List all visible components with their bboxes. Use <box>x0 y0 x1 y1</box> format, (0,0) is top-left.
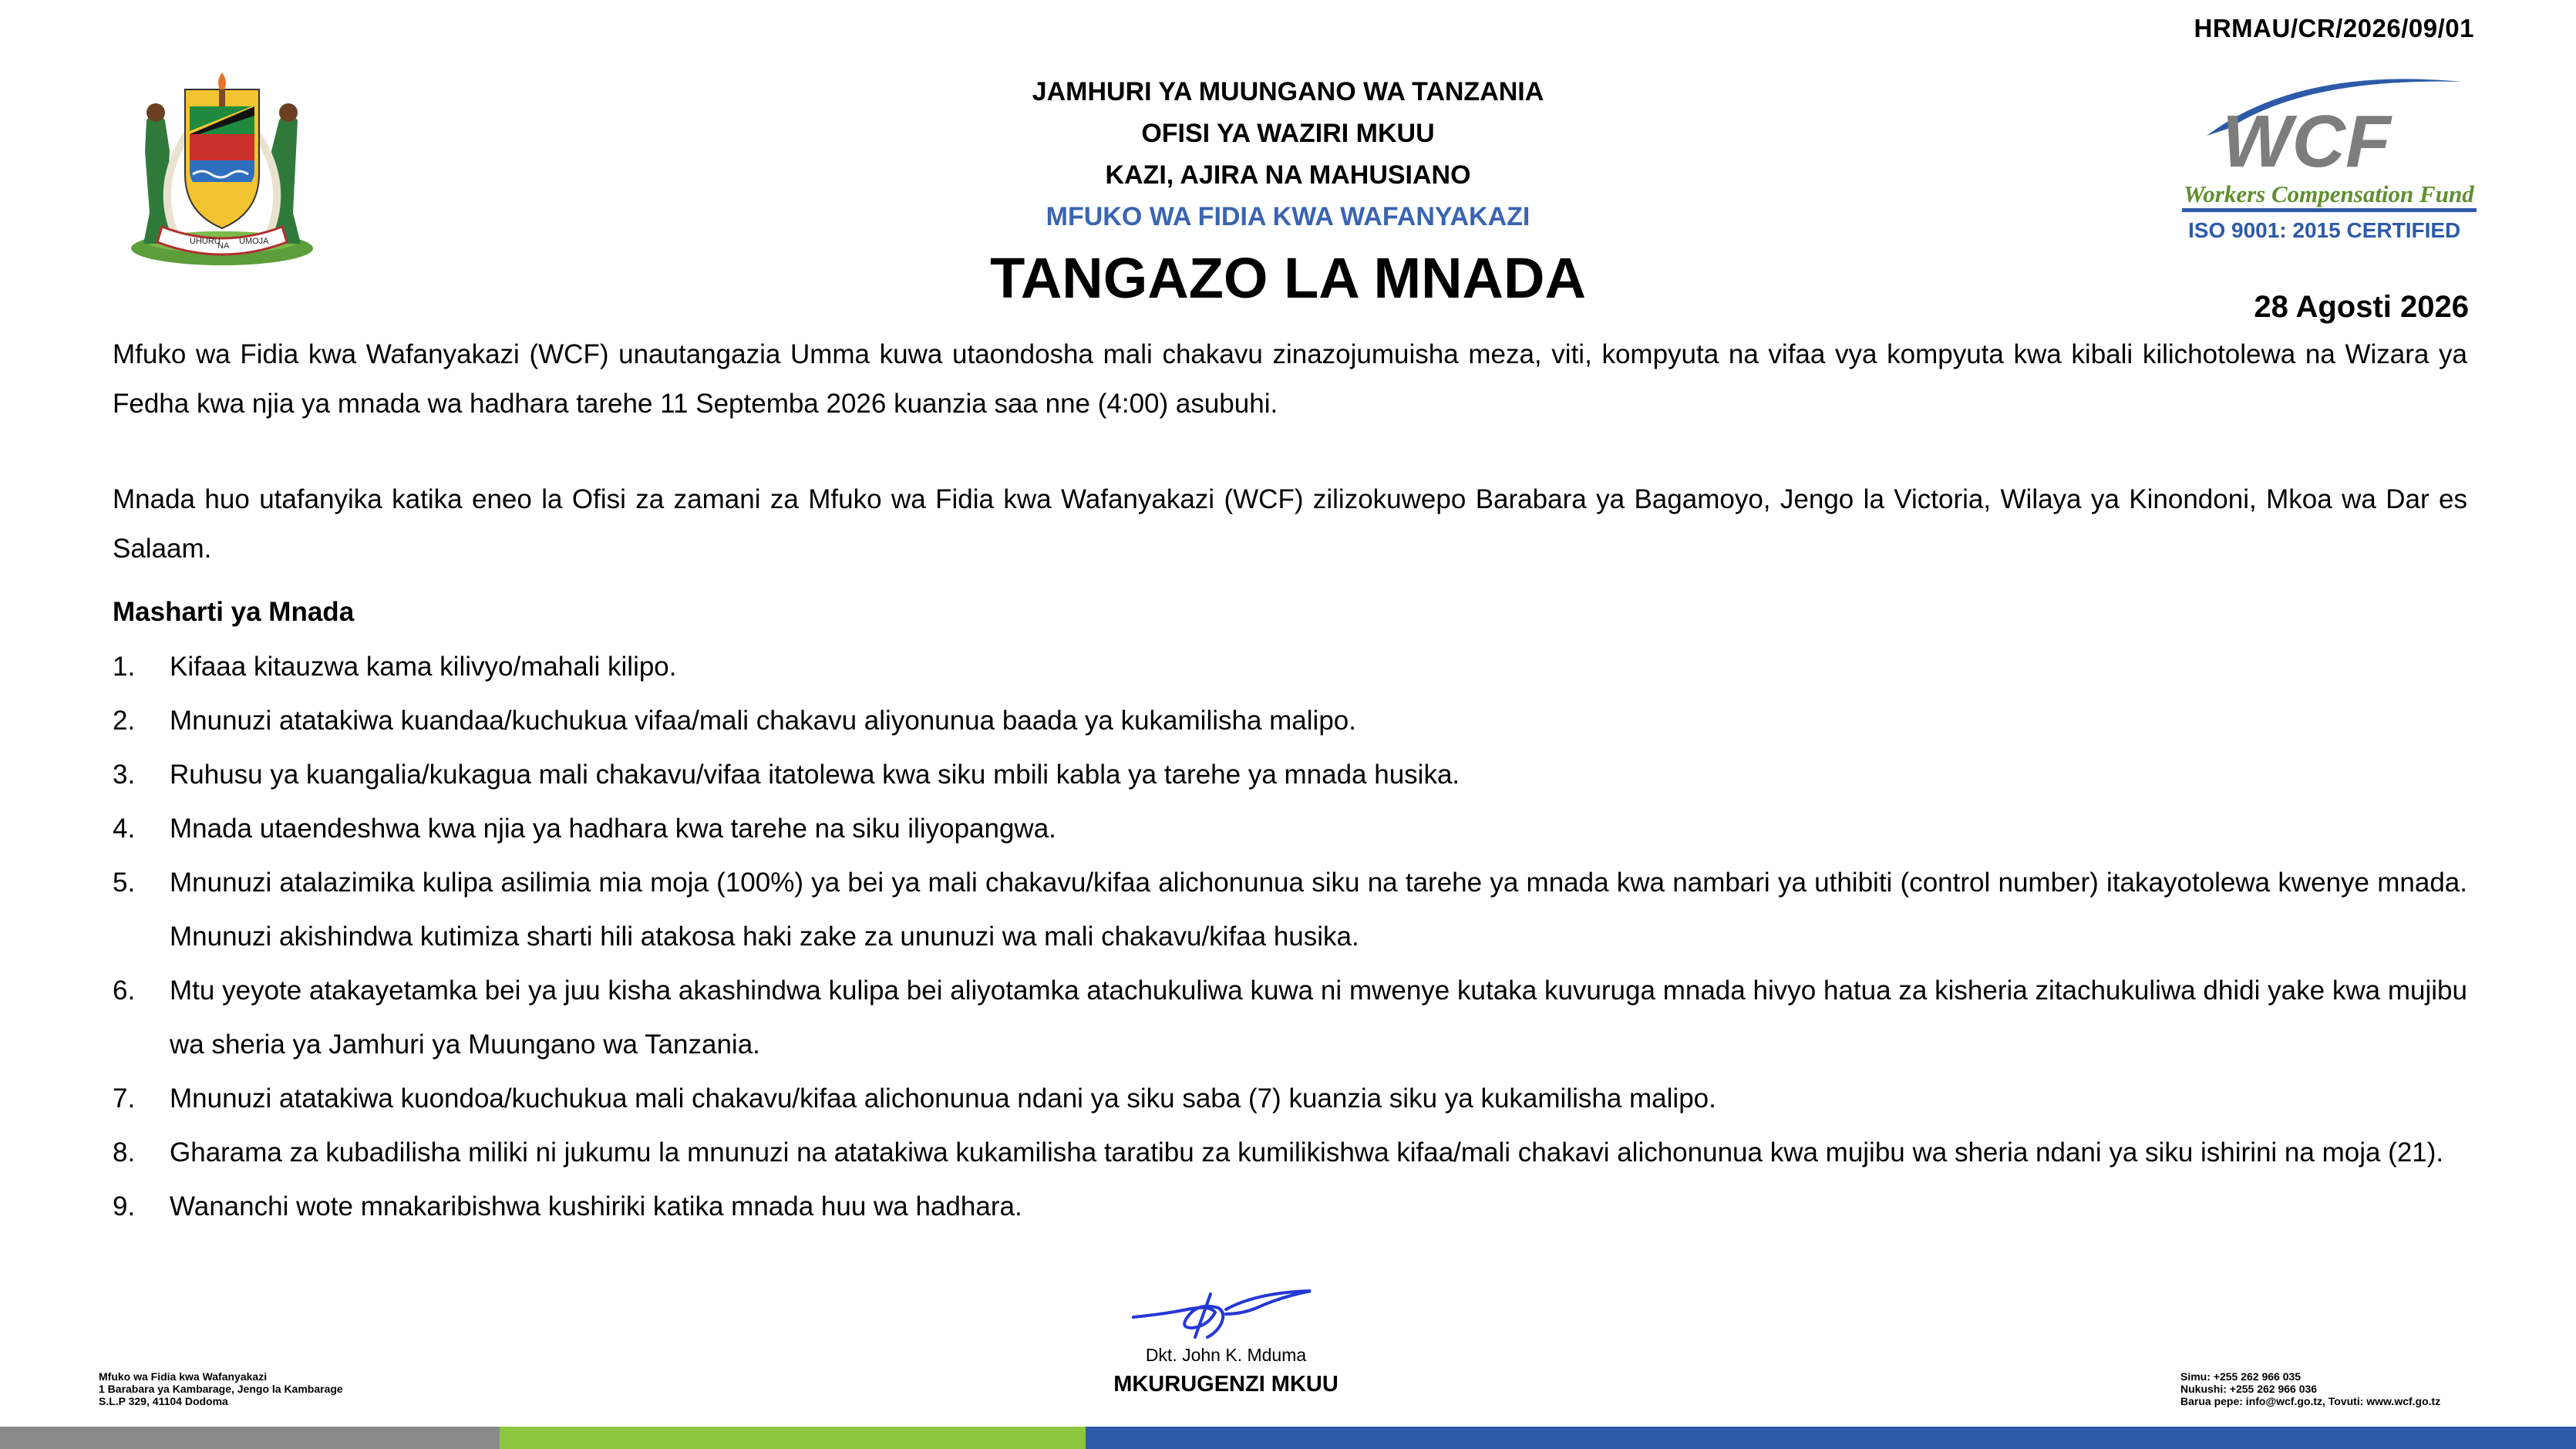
header-line-4: MFUKO WA FIDIA KWA WAFANYAKAZI <box>1046 202 1530 231</box>
wcf-logo <box>2176 66 2484 247</box>
logo-tagline: Workers Compensation Fund <box>2184 180 2474 207</box>
footer-address <box>99 1370 343 1407</box>
footer-contacts <box>2180 1370 2440 1407</box>
paragraph-announcement: Mfuko wa Fidia kwa Wafanyakazi (WCF) unautangazia Umma kuwa utaondosha mali chakavu zinazojumuisha meza, viti, kompyuta na vifaa vya kompyuta kwa kibali kilichotolewa na Wizara ya Fedha kwa njia ya mnada wa hadhara tarehe 11 Septemba 2026 kuanzia saa nne (4:00) asubuhi. <box>113 339 2467 419</box>
paragraph-location: Mnada huo utafanyika katika eneo la Ofisi za zamani za Mfuko wa Fidia kwa Wafanyakazi (WCF) zilizokuwepo Barabara ya Bagamoyo, Jengo la Victoria, Wilaya ya Kinondoni, Mkoa wa Dar es Salaam. <box>113 484 2467 564</box>
footer-bar-blue <box>1086 1427 2576 1449</box>
footer-contact-line: Nukushi: +255 262 966 036 <box>2180 1383 2318 1395</box>
list-item: 6. Mtu yeyote atakayetamka bei ya juu kisha akashindwa kulipa bei aliyotamka atachukuliwa kuwa ni mwenye kutaka kuvuruga mnada hivyo hatua za kisheria zitachukuliwa dhidi yake kwa mujibu wa sheria ya Jamhuri ya Muungano wa Tanzania. <box>113 976 2467 1060</box>
footer-address-line: 1 Barabara ya Kambarage, Jengo la Kambarage <box>99 1383 343 1395</box>
list-item: 4. Mnada utaendeshwa kwa njia ya hadhara kwa tarehe na siku iliyopangwa. <box>113 814 1056 844</box>
motto-mid: NA <box>217 241 230 251</box>
footer-bar-grey <box>0 1427 500 1449</box>
reference-number: HRMAU/CR/2026/09/01 <box>2194 14 2474 42</box>
signature-block <box>1056 1286 1396 1397</box>
motto-right: UMOJA <box>239 237 269 246</box>
logo-wordmark: WCF <box>2222 100 2391 183</box>
document-body <box>113 330 2467 1234</box>
signatory-title: MKURUGENZI MKUU <box>1113 1372 1339 1397</box>
footer-contact-line: Barua pepe: info@wcf.go.tz, Tovuti: www.wcf.go.tz <box>2180 1395 2441 1407</box>
footer-bar-green <box>500 1427 1086 1449</box>
list-item: 1. Kifaaa kitauzwa kama kilivyo/mahali kilipo. <box>113 652 677 682</box>
footer-address-line: S.L.P 329, 41104 Dodoma <box>99 1395 228 1407</box>
list-item: 5. Mnunuzi atalazimika kulipa asilimia mia moja (100%) ya bei ya mali chakavu/kifaa alichonunua siku na tarehe ya mnada kwa nambari ya uthibiti (control number) itakayotolewa kwenye mnada. Mnunuzi akishindwa kutimiza sharti hili atakosa haki zake za ununuzi wa mali chakavu/kifaa husika. <box>113 868 2467 952</box>
list-item: 2. Mnunuzi atatakiwa kuandaa/kuchukua vifaa/mali chakavu aliyonunua baada ya kukamilisha malipo. <box>113 706 1356 736</box>
document-title: TANGAZO LA MNADA <box>990 246 1586 310</box>
footer-contact-line: Simu: +255 262 966 035 <box>2180 1370 2302 1383</box>
document-date: 28 Agosti 2026 <box>2254 290 2469 324</box>
logo-certification: ISO 9001: 2015 CERTIFIED <box>2188 218 2461 242</box>
list-item: 7. Mnunuzi atatakiwa kuondoa/kuchukua mali chakavu/kifaa alichonunua ndani ya siku saba (7) kuanzia siku ya kukamilisha malipo. <box>113 1083 1716 1114</box>
conditions-heading: Masharti ya Mnada <box>113 597 355 627</box>
header-line-1: JAMHURI YA MUUNGANO WA TANZANIA <box>1032 77 1544 106</box>
motto-left: UHURU <box>190 237 221 246</box>
footer-address-line: Mfuko wa Fidia kwa Wafanyakazi <box>99 1370 268 1383</box>
header-line-3: KAZI, AJIRA NA MAHUSIANO <box>1105 160 1471 190</box>
conditions-list <box>113 640 2467 1234</box>
list-item: 9. Wananchi wote mnakaribishwa kushiriki katika mnada huu wa hadhara. <box>113 1191 1022 1222</box>
list-item: 8. Gharama za kubadilisha miliki ni jukumu la mnunuzi na atatakiwa kukamilisha taratibu za kumilikishwa kifaa/mali chakavi alichonunua kwa mujibu wa sheria ndani ya siku ishirini na moja (21). <box>113 1137 2444 1168</box>
header-line-2: OFISI YA WAZIRI MKUU <box>1141 119 1435 148</box>
signatory-name: Dkt. John K. Mduma <box>1145 1345 1307 1365</box>
handwritten-signature <box>1126 1286 1326 1342</box>
list-item: 3. Ruhusu ya kuangalia/kukagua mali chakavu/vifaa itatolewa kwa siku mbili kabla ya tarehe ya mnada husika. <box>113 760 1460 790</box>
